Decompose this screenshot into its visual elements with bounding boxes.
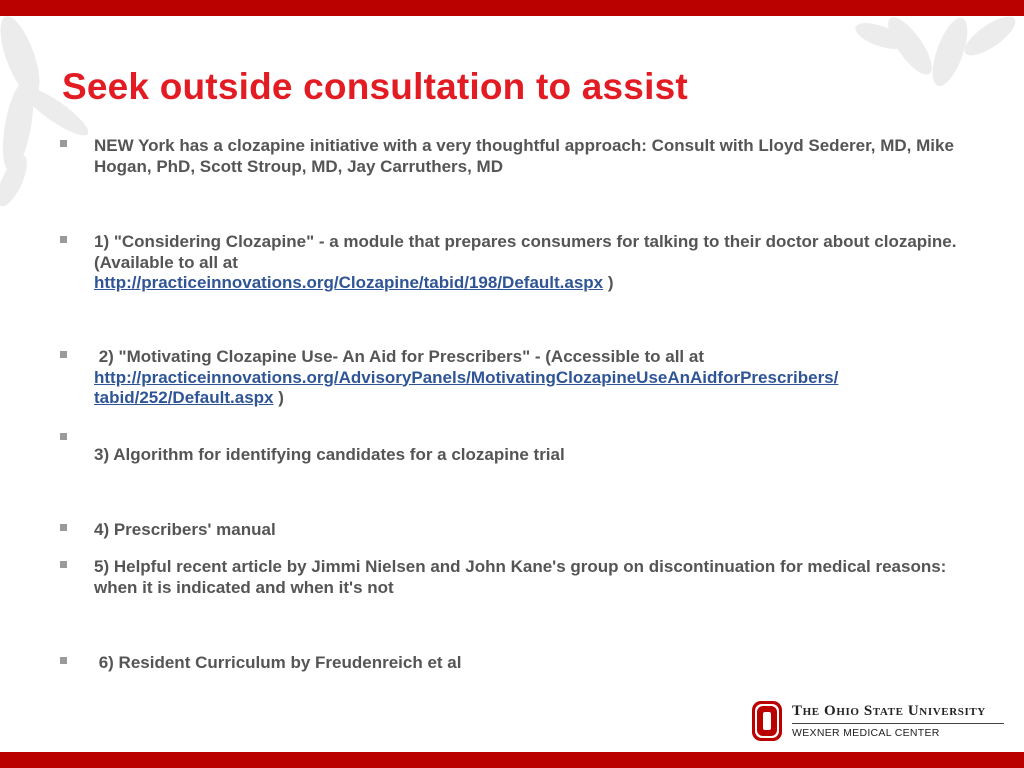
clozapine-module-link[interactable]: http://practiceinnovations.org/Clozapine/tabid/198/Default.aspx bbox=[94, 273, 604, 292]
medical-center-name: WEXNER MEDICAL CENTER bbox=[792, 727, 940, 739]
item-text-main: 1) "Considering Clozapine" - a module that prepares consumers for talking to their doctor about clozapine. (Available to all at bbox=[94, 232, 957, 272]
slide-title: Seek outside consultation to assist bbox=[62, 66, 688, 107]
buckeye-leaf-watermark-left-icon bbox=[0, 16, 120, 206]
footer-divider bbox=[792, 723, 1004, 724]
item-text-main: 2) "Motivating Clozapine Use- An Aid for Prescribers" - (Accessible to all at bbox=[94, 347, 704, 366]
item-text: 3) Algorithm for identifying candidates for a clozapine trial bbox=[94, 445, 565, 464]
block-o-logo-icon bbox=[752, 701, 782, 741]
bullet-square-icon bbox=[60, 140, 67, 147]
item-text: NEW York has a clozapine initiative with a very thoughtful approach: Consult with Lloyd Sederer, MD, Mike Hogan, PhD, Scott Stroup, MD, Jay Carruthers, MD bbox=[94, 136, 954, 176]
bullet-square-icon bbox=[60, 351, 67, 358]
buckeye-leaf-watermark-right-icon bbox=[840, 16, 1024, 96]
bullet-square-icon bbox=[60, 236, 67, 243]
motivating-clozapine-link-part-2[interactable]: tabid/252/Default.aspx bbox=[94, 388, 274, 407]
top-accent-bar bbox=[0, 0, 1024, 16]
item-text-suffix: ) bbox=[278, 388, 284, 407]
bullet-square-icon bbox=[60, 524, 67, 531]
bullet-square-icon bbox=[60, 657, 67, 664]
osu-wexner-logo bbox=[752, 701, 1008, 745]
bullet-square-icon bbox=[60, 433, 67, 440]
university-name: The Ohio State University bbox=[792, 703, 986, 719]
item-text bbox=[94, 232, 970, 294]
item-text: 4) Prescribers' manual bbox=[94, 520, 276, 539]
bullet-square-icon bbox=[60, 561, 67, 568]
item-text: 5) Helpful recent article by Jimmi Nielsen and John Kane's group on discontinuation for medical reasons: when it is indicated and when it's not bbox=[94, 557, 947, 597]
item-text: 6) Resident Curriculum by Freudenreich et al bbox=[94, 653, 462, 672]
motivating-clozapine-link-part-1[interactable]: http://practiceinnovations.org/AdvisoryPanels/MotivatingClozapineUseAnAidforPrescribers/ bbox=[94, 367, 839, 387]
item-text-suffix: ) bbox=[607, 273, 614, 292]
item-text bbox=[94, 347, 970, 409]
bottom-accent-bar bbox=[0, 752, 1024, 768]
